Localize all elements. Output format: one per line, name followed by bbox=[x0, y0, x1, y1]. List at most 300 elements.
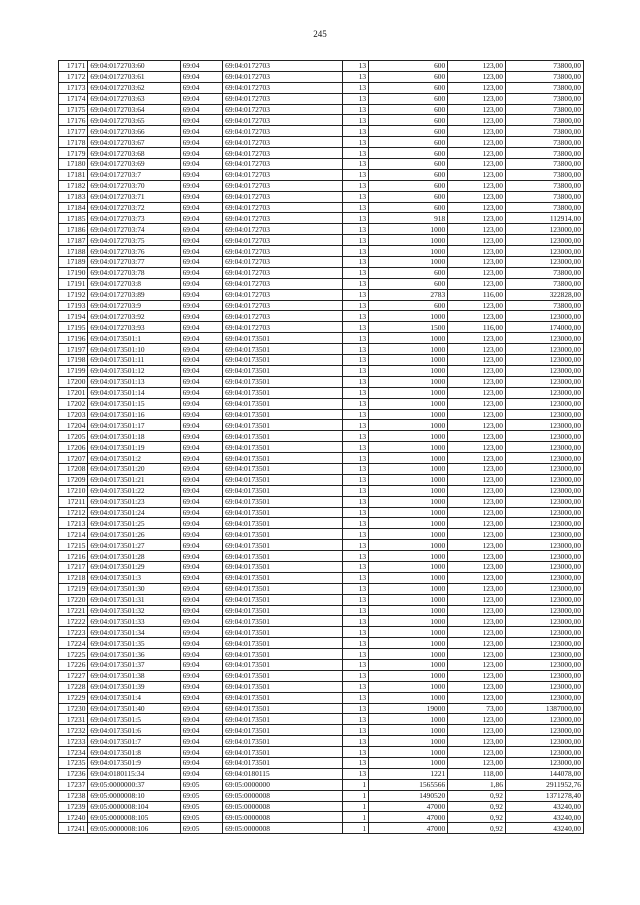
district-cell: 69:04 bbox=[180, 202, 223, 213]
quarter-cell: 69:04:0172703 bbox=[223, 148, 343, 159]
area-cell: 1000 bbox=[369, 627, 448, 638]
table-row bbox=[59, 572, 584, 583]
value-cell: 123000,00 bbox=[505, 551, 583, 562]
rate-cell: 0,92 bbox=[448, 790, 506, 801]
cadastral-number-cell: 69:04:0173501:2 bbox=[88, 453, 180, 464]
rate-cell: 123,00 bbox=[448, 594, 506, 605]
table-row bbox=[59, 344, 584, 355]
district-cell: 69:04 bbox=[180, 551, 223, 562]
row-number-cell: 17194 bbox=[59, 311, 88, 322]
table-row bbox=[59, 823, 584, 834]
table-row bbox=[59, 267, 584, 278]
rate-cell: 123,00 bbox=[448, 463, 506, 474]
value-cell: 123000,00 bbox=[505, 561, 583, 572]
area-cell: 600 bbox=[369, 191, 448, 202]
area-cell: 1000 bbox=[369, 670, 448, 681]
row-number-cell: 17235 bbox=[59, 758, 88, 769]
row-number-cell: 17202 bbox=[59, 398, 88, 409]
district-cell: 69:04 bbox=[180, 300, 223, 311]
district-cell: 69:04 bbox=[180, 670, 223, 681]
value-cell: 73800,00 bbox=[505, 169, 583, 180]
table-row bbox=[59, 638, 584, 649]
table-row bbox=[59, 714, 584, 725]
area-cell: 1000 bbox=[369, 572, 448, 583]
row-number-cell: 17191 bbox=[59, 278, 88, 289]
code-cell: 13 bbox=[342, 768, 368, 779]
table-row bbox=[59, 224, 584, 235]
cadastral-number-cell: 69:04:0173501:13 bbox=[88, 376, 180, 387]
row-number-cell: 17182 bbox=[59, 180, 88, 191]
row-number-cell: 17238 bbox=[59, 790, 88, 801]
cadastral-number-cell: 69:04:0173501:14 bbox=[88, 387, 180, 398]
cadastral-number-cell: 69:04:0172703:7 bbox=[88, 169, 180, 180]
rate-cell: 123,00 bbox=[448, 649, 506, 660]
district-cell: 69:04 bbox=[180, 322, 223, 333]
rate-cell: 123,00 bbox=[448, 583, 506, 594]
district-cell: 69:04 bbox=[180, 736, 223, 747]
code-cell: 13 bbox=[342, 659, 368, 670]
code-cell: 13 bbox=[342, 507, 368, 518]
value-cell: 123000,00 bbox=[505, 442, 583, 453]
cadastral-number-cell: 69:04:0173501:19 bbox=[88, 442, 180, 453]
table-row bbox=[59, 605, 584, 616]
row-number-cell: 17184 bbox=[59, 202, 88, 213]
rate-cell: 123,00 bbox=[448, 398, 506, 409]
value-cell: 123000,00 bbox=[505, 725, 583, 736]
quarter-cell: 69:04:0173501 bbox=[223, 583, 343, 594]
quarter-cell: 69:04:0173501 bbox=[223, 616, 343, 627]
area-cell: 600 bbox=[369, 82, 448, 93]
value-cell: 123000,00 bbox=[505, 376, 583, 387]
value-cell: 123000,00 bbox=[505, 344, 583, 355]
table-row bbox=[59, 518, 584, 529]
district-cell: 69:04 bbox=[180, 126, 223, 137]
row-number-cell: 17214 bbox=[59, 529, 88, 540]
table-row bbox=[59, 529, 584, 540]
cadastral-number-cell: 69:04:0172703:72 bbox=[88, 202, 180, 213]
row-number-cell: 17187 bbox=[59, 235, 88, 246]
area-cell: 1000 bbox=[369, 463, 448, 474]
table-row bbox=[59, 779, 584, 790]
rate-cell: 123,00 bbox=[448, 572, 506, 583]
table-row bbox=[59, 398, 584, 409]
rate-cell: 116,00 bbox=[448, 322, 506, 333]
district-cell: 69:04 bbox=[180, 257, 223, 268]
value-cell: 123000,00 bbox=[505, 420, 583, 431]
value-cell: 123000,00 bbox=[505, 409, 583, 420]
row-number-cell: 17225 bbox=[59, 649, 88, 660]
value-cell: 123000,00 bbox=[505, 659, 583, 670]
value-cell: 123000,00 bbox=[505, 670, 583, 681]
code-cell: 13 bbox=[342, 496, 368, 507]
quarter-cell: 69:04:0173501 bbox=[223, 758, 343, 769]
cadastral-number-cell: 69:04:0173501:10 bbox=[88, 344, 180, 355]
district-cell: 69:04 bbox=[180, 703, 223, 714]
code-cell: 1 bbox=[342, 790, 368, 801]
area-cell: 1000 bbox=[369, 246, 448, 257]
value-cell: 123000,00 bbox=[505, 692, 583, 703]
table-row bbox=[59, 507, 584, 518]
rate-cell: 123,00 bbox=[448, 420, 506, 431]
value-cell: 123000,00 bbox=[505, 387, 583, 398]
district-cell: 69:04 bbox=[180, 768, 223, 779]
value-cell: 73800,00 bbox=[505, 148, 583, 159]
district-cell: 69:04 bbox=[180, 453, 223, 464]
table-row bbox=[59, 93, 584, 104]
rate-cell: 123,00 bbox=[448, 518, 506, 529]
row-number-cell: 17199 bbox=[59, 365, 88, 376]
rate-cell: 123,00 bbox=[448, 224, 506, 235]
row-number-cell: 17218 bbox=[59, 572, 88, 583]
area-cell: 1000 bbox=[369, 758, 448, 769]
cadastral-number-cell: 69:04:0173501:29 bbox=[88, 561, 180, 572]
row-number-cell: 17226 bbox=[59, 659, 88, 670]
row-number-cell: 17203 bbox=[59, 409, 88, 420]
table-row bbox=[59, 322, 584, 333]
cadastral-number-cell: 69:04:0173501:40 bbox=[88, 703, 180, 714]
rate-cell: 123,00 bbox=[448, 104, 506, 115]
row-number-cell: 17198 bbox=[59, 355, 88, 366]
area-cell: 1000 bbox=[369, 431, 448, 442]
cadastral-number-cell: 69:05:0000008:105 bbox=[88, 812, 180, 823]
cadastral-number-cell: 69:04:0173501:37 bbox=[88, 659, 180, 670]
quarter-cell: 69:04:0173501 bbox=[223, 485, 343, 496]
quarter-cell: 69:04:0173501 bbox=[223, 409, 343, 420]
area-cell: 1000 bbox=[369, 594, 448, 605]
quarter-cell: 69:04:0172703 bbox=[223, 82, 343, 93]
value-cell: 123000,00 bbox=[505, 246, 583, 257]
district-cell: 69:04 bbox=[180, 572, 223, 583]
quarter-cell: 69:04:0173501 bbox=[223, 333, 343, 344]
row-number-cell: 17178 bbox=[59, 137, 88, 148]
cadastral-number-cell: 69:04:0173501:4 bbox=[88, 692, 180, 703]
row-number-cell: 17215 bbox=[59, 540, 88, 551]
value-cell: 73800,00 bbox=[505, 159, 583, 170]
code-cell: 13 bbox=[342, 474, 368, 485]
table-row bbox=[59, 159, 584, 170]
value-cell: 1387000,00 bbox=[505, 703, 583, 714]
quarter-cell: 69:04:0173501 bbox=[223, 605, 343, 616]
value-cell: 43240,00 bbox=[505, 823, 583, 834]
rate-cell: 123,00 bbox=[448, 355, 506, 366]
value-cell: 123000,00 bbox=[505, 638, 583, 649]
code-cell: 13 bbox=[342, 616, 368, 627]
rate-cell: 123,00 bbox=[448, 627, 506, 638]
code-cell: 13 bbox=[342, 376, 368, 387]
code-cell: 13 bbox=[342, 681, 368, 692]
district-cell: 69:04 bbox=[180, 431, 223, 442]
rate-cell: 123,00 bbox=[448, 169, 506, 180]
quarter-cell: 69:04:0172703 bbox=[223, 202, 343, 213]
value-cell: 73800,00 bbox=[505, 93, 583, 104]
value-cell: 123000,00 bbox=[505, 736, 583, 747]
table-row bbox=[59, 692, 584, 703]
cadastral-number-cell: 69:04:0172703:73 bbox=[88, 213, 180, 224]
quarter-cell: 69:04:0173501 bbox=[223, 507, 343, 518]
cadastral-number-cell: 69:04:0172703:64 bbox=[88, 104, 180, 115]
cadastral-number-cell: 69:04:0173501:24 bbox=[88, 507, 180, 518]
cadastral-number-cell: 69:04:0172703:8 bbox=[88, 278, 180, 289]
cadastral-number-cell: 69:04:0173501:28 bbox=[88, 551, 180, 562]
cadastral-number-cell: 69:04:0173501:25 bbox=[88, 518, 180, 529]
district-cell: 69:04 bbox=[180, 659, 223, 670]
area-cell: 600 bbox=[369, 104, 448, 115]
table-row bbox=[59, 137, 584, 148]
cadastral-number-cell: 69:04:0172703:89 bbox=[88, 289, 180, 300]
value-cell: 123000,00 bbox=[505, 747, 583, 758]
value-cell: 73800,00 bbox=[505, 300, 583, 311]
area-cell: 1000 bbox=[369, 747, 448, 758]
cadastral-number-cell: 69:04:0173501:21 bbox=[88, 474, 180, 485]
code-cell: 13 bbox=[342, 736, 368, 747]
table-row bbox=[59, 681, 584, 692]
cadastral-number-cell: 69:04:0173501:15 bbox=[88, 398, 180, 409]
row-number-cell: 17173 bbox=[59, 82, 88, 93]
code-cell: 13 bbox=[342, 409, 368, 420]
cadastral-number-cell: 69:04:0173501:20 bbox=[88, 463, 180, 474]
area-cell: 1000 bbox=[369, 518, 448, 529]
row-number-cell: 17176 bbox=[59, 115, 88, 126]
rate-cell: 123,00 bbox=[448, 71, 506, 82]
row-number-cell: 17189 bbox=[59, 257, 88, 268]
code-cell: 13 bbox=[342, 235, 368, 246]
row-number-cell: 17206 bbox=[59, 442, 88, 453]
value-cell: 43240,00 bbox=[505, 812, 583, 823]
value-cell: 144078,00 bbox=[505, 768, 583, 779]
rate-cell: 123,00 bbox=[448, 442, 506, 453]
table-row bbox=[59, 649, 584, 660]
table-row bbox=[59, 659, 584, 670]
quarter-cell: 69:04:0173501 bbox=[223, 736, 343, 747]
quarter-cell: 69:04:0173501 bbox=[223, 725, 343, 736]
quarter-cell: 69:04:0173501 bbox=[223, 431, 343, 442]
cadastral-number-cell: 69:04:0173501:12 bbox=[88, 365, 180, 376]
quarter-cell: 69:04:0172703 bbox=[223, 213, 343, 224]
district-cell: 69:04 bbox=[180, 61, 223, 72]
district-cell: 69:04 bbox=[180, 398, 223, 409]
rate-cell: 123,00 bbox=[448, 82, 506, 93]
value-cell: 123000,00 bbox=[505, 333, 583, 344]
value-cell: 123000,00 bbox=[505, 616, 583, 627]
table-row bbox=[59, 148, 584, 159]
cadastral-value-table bbox=[58, 60, 584, 834]
quarter-cell: 69:04:0173501 bbox=[223, 529, 343, 540]
cadastral-number-cell: 69:04:0173501:7 bbox=[88, 736, 180, 747]
district-cell: 69:04 bbox=[180, 387, 223, 398]
cadastral-number-cell: 69:04:0172703:65 bbox=[88, 115, 180, 126]
value-cell: 2911952,76 bbox=[505, 779, 583, 790]
code-cell: 13 bbox=[342, 278, 368, 289]
area-cell: 1000 bbox=[369, 355, 448, 366]
rate-cell: 73,00 bbox=[448, 703, 506, 714]
row-number-cell: 17196 bbox=[59, 333, 88, 344]
row-number-cell: 17171 bbox=[59, 61, 88, 72]
row-number-cell: 17216 bbox=[59, 551, 88, 562]
area-cell: 1000 bbox=[369, 551, 448, 562]
quarter-cell: 69:04:0173501 bbox=[223, 649, 343, 660]
district-cell: 69:04 bbox=[180, 627, 223, 638]
quarter-cell: 69:04:0172703 bbox=[223, 289, 343, 300]
area-cell: 600 bbox=[369, 137, 448, 148]
code-cell: 13 bbox=[342, 333, 368, 344]
quarter-cell: 69:04:0173501 bbox=[223, 747, 343, 758]
quarter-cell: 69:04:0173501 bbox=[223, 594, 343, 605]
value-cell: 73800,00 bbox=[505, 191, 583, 202]
value-cell: 123000,00 bbox=[505, 529, 583, 540]
district-cell: 69:04 bbox=[180, 311, 223, 322]
code-cell: 13 bbox=[342, 365, 368, 376]
cadastral-number-cell: 69:04:0173501:35 bbox=[88, 638, 180, 649]
code-cell: 13 bbox=[342, 638, 368, 649]
row-number-cell: 17220 bbox=[59, 594, 88, 605]
code-cell: 13 bbox=[342, 529, 368, 540]
area-cell: 600 bbox=[369, 169, 448, 180]
quarter-cell: 69:04:0172703 bbox=[223, 71, 343, 82]
table-row bbox=[59, 561, 584, 572]
code-cell: 13 bbox=[342, 159, 368, 170]
district-cell: 69:04 bbox=[180, 409, 223, 420]
table-row bbox=[59, 725, 584, 736]
district-cell: 69:04 bbox=[180, 681, 223, 692]
value-cell: 123000,00 bbox=[505, 758, 583, 769]
row-number-cell: 17190 bbox=[59, 267, 88, 278]
code-cell: 13 bbox=[342, 213, 368, 224]
code-cell: 13 bbox=[342, 670, 368, 681]
area-cell: 600 bbox=[369, 126, 448, 137]
cadastral-number-cell: 69:04:0172703:67 bbox=[88, 137, 180, 148]
code-cell: 1 bbox=[342, 812, 368, 823]
area-cell: 600 bbox=[369, 61, 448, 72]
rate-cell: 116,00 bbox=[448, 289, 506, 300]
code-cell: 13 bbox=[342, 387, 368, 398]
code-cell: 13 bbox=[342, 714, 368, 725]
cadastral-number-cell: 69:04:0173501:36 bbox=[88, 649, 180, 660]
row-number-cell: 17217 bbox=[59, 561, 88, 572]
area-cell: 600 bbox=[369, 202, 448, 213]
code-cell: 13 bbox=[342, 703, 368, 714]
quarter-cell: 69:05:0000000 bbox=[223, 779, 343, 790]
area-cell: 1000 bbox=[369, 561, 448, 572]
district-cell: 69:04 bbox=[180, 213, 223, 224]
rate-cell: 123,00 bbox=[448, 257, 506, 268]
code-cell: 13 bbox=[342, 169, 368, 180]
area-cell: 600 bbox=[369, 93, 448, 104]
area-cell: 1490520 bbox=[369, 790, 448, 801]
code-cell: 13 bbox=[342, 246, 368, 257]
quarter-cell: 69:04:0173501 bbox=[223, 638, 343, 649]
code-cell: 13 bbox=[342, 605, 368, 616]
value-cell: 123000,00 bbox=[505, 714, 583, 725]
area-cell: 1000 bbox=[369, 485, 448, 496]
district-cell: 69:04 bbox=[180, 93, 223, 104]
rate-cell: 123,00 bbox=[448, 333, 506, 344]
cadastral-number-cell: 69:04:0172703:70 bbox=[88, 180, 180, 191]
area-cell: 1500 bbox=[369, 322, 448, 333]
rate-cell: 0,92 bbox=[448, 812, 506, 823]
quarter-cell: 69:04:0172703 bbox=[223, 224, 343, 235]
area-cell: 1565566 bbox=[369, 779, 448, 790]
value-cell: 73800,00 bbox=[505, 180, 583, 191]
table-row bbox=[59, 387, 584, 398]
code-cell: 13 bbox=[342, 93, 368, 104]
table-row bbox=[59, 104, 584, 115]
cadastral-number-cell: 69:05:0000008:104 bbox=[88, 801, 180, 812]
value-cell: 43240,00 bbox=[505, 801, 583, 812]
quarter-cell: 69:04:0173501 bbox=[223, 420, 343, 431]
table-row bbox=[59, 257, 584, 268]
district-cell: 69:04 bbox=[180, 376, 223, 387]
area-cell: 1000 bbox=[369, 638, 448, 649]
quarter-cell: 69:04:0173501 bbox=[223, 627, 343, 638]
row-number-cell: 17232 bbox=[59, 725, 88, 736]
table-row bbox=[59, 616, 584, 627]
cadastral-number-cell: 69:04:0172703:61 bbox=[88, 71, 180, 82]
district-cell: 69:04 bbox=[180, 137, 223, 148]
cadastral-number-cell: 69:04:0173501:1 bbox=[88, 333, 180, 344]
area-cell: 600 bbox=[369, 159, 448, 170]
cadastral-number-cell: 69:04:0173501:33 bbox=[88, 616, 180, 627]
value-cell: 73800,00 bbox=[505, 61, 583, 72]
code-cell: 13 bbox=[342, 758, 368, 769]
area-cell: 1000 bbox=[369, 692, 448, 703]
area-cell: 1000 bbox=[369, 496, 448, 507]
rate-cell: 118,00 bbox=[448, 768, 506, 779]
area-cell: 600 bbox=[369, 148, 448, 159]
value-cell: 123000,00 bbox=[505, 681, 583, 692]
quarter-cell: 69:04:0173501 bbox=[223, 463, 343, 474]
quarter-cell: 69:04:0172703 bbox=[223, 126, 343, 137]
cadastral-number-cell: 69:04:0173501:17 bbox=[88, 420, 180, 431]
row-number-cell: 17222 bbox=[59, 616, 88, 627]
rate-cell: 123,00 bbox=[448, 453, 506, 464]
table-row bbox=[59, 790, 584, 801]
rate-cell: 123,00 bbox=[448, 311, 506, 322]
district-cell: 69:05 bbox=[180, 801, 223, 812]
district-cell: 69:04 bbox=[180, 529, 223, 540]
row-number-cell: 17172 bbox=[59, 71, 88, 82]
area-cell: 1000 bbox=[369, 659, 448, 670]
cadastral-number-cell: 69:04:0172703:69 bbox=[88, 159, 180, 170]
district-cell: 69:05 bbox=[180, 790, 223, 801]
value-cell: 123000,00 bbox=[505, 453, 583, 464]
cadastral-number-cell: 69:04:0173501:22 bbox=[88, 485, 180, 496]
row-number-cell: 17229 bbox=[59, 692, 88, 703]
code-cell: 13 bbox=[342, 572, 368, 583]
district-cell: 69:04 bbox=[180, 224, 223, 235]
area-cell: 1000 bbox=[369, 398, 448, 409]
district-cell: 69:04 bbox=[180, 420, 223, 431]
cadastral-number-cell: 69:04:0172703:62 bbox=[88, 82, 180, 93]
cadastral-number-cell: 69:04:0172703:74 bbox=[88, 224, 180, 235]
quarter-cell: 69:04:0180115 bbox=[223, 768, 343, 779]
rate-cell: 123,00 bbox=[448, 540, 506, 551]
district-cell: 69:04 bbox=[180, 714, 223, 725]
rate-cell: 123,00 bbox=[448, 638, 506, 649]
quarter-cell: 69:04:0173501 bbox=[223, 659, 343, 670]
district-cell: 69:04 bbox=[180, 159, 223, 170]
district-cell: 69:04 bbox=[180, 246, 223, 257]
table-row bbox=[59, 453, 584, 464]
rate-cell: 0,92 bbox=[448, 801, 506, 812]
rate-cell: 123,00 bbox=[448, 714, 506, 725]
rate-cell: 123,00 bbox=[448, 496, 506, 507]
cadastral-number-cell: 69:04:0173501:23 bbox=[88, 496, 180, 507]
district-cell: 69:04 bbox=[180, 355, 223, 366]
rate-cell: 123,00 bbox=[448, 529, 506, 540]
code-cell: 13 bbox=[342, 583, 368, 594]
value-cell: 123000,00 bbox=[505, 365, 583, 376]
code-cell: 13 bbox=[342, 311, 368, 322]
